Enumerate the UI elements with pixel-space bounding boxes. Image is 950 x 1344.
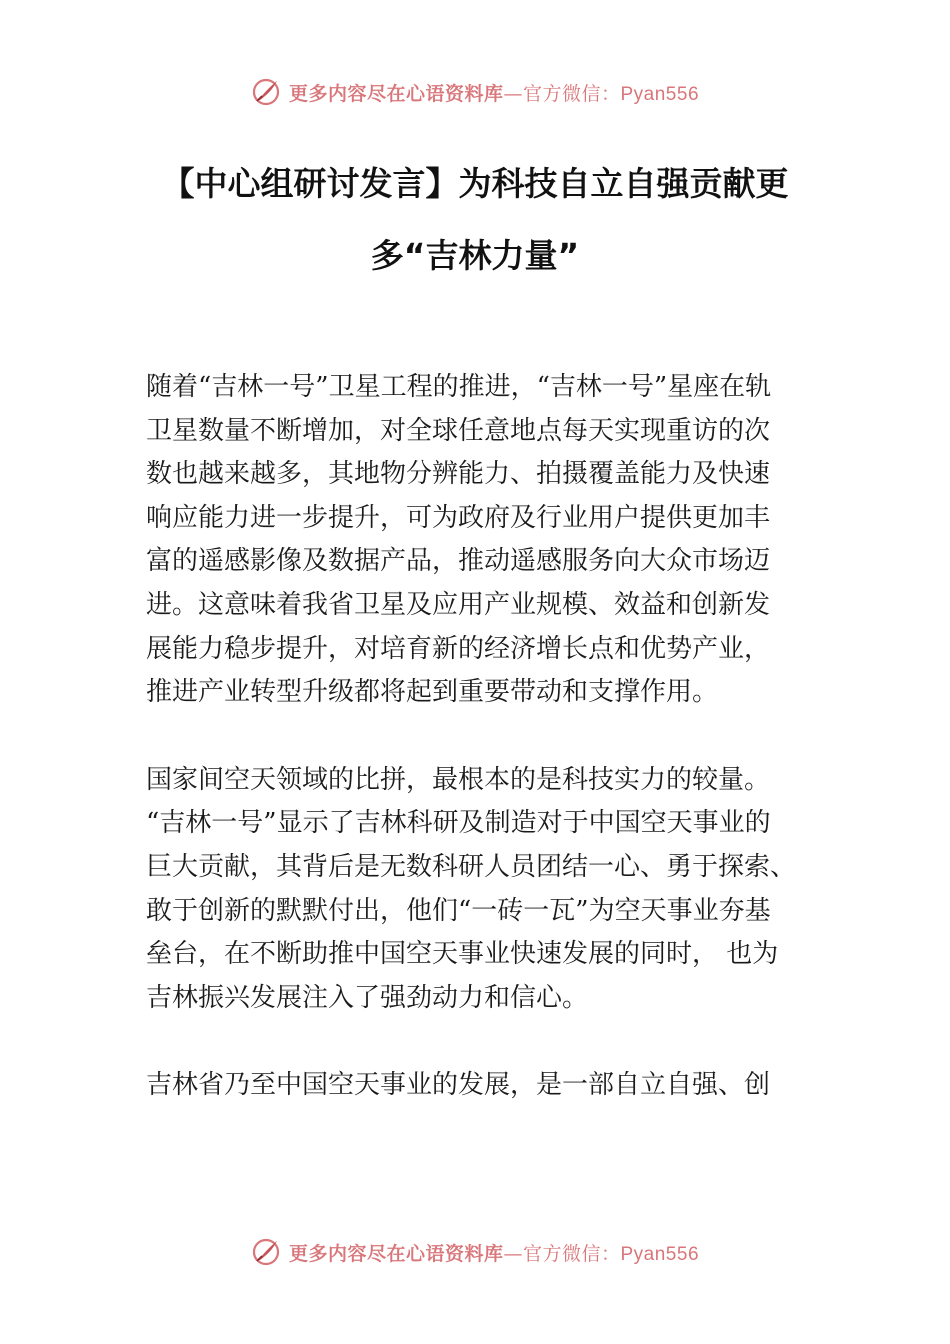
paragraph-1 bbox=[146, 366, 836, 715]
paragraph-2 bbox=[146, 759, 836, 1021]
title-line-2: 多“吉林力量” bbox=[370, 236, 580, 275]
quill-pen-logo-icon bbox=[251, 1237, 281, 1267]
watermark-text bbox=[289, 79, 699, 106]
text-line: 吉林振兴发展注入了强劲动力和信心。 bbox=[146, 982, 589, 1013]
document-title bbox=[100, 148, 850, 292]
document-body bbox=[146, 366, 836, 1152]
text-line: 吉林省乃至中国空天事业的发展，是一部自立自强、创 bbox=[146, 1070, 771, 1101]
watermark-dash: — bbox=[503, 1242, 523, 1265]
header-watermark bbox=[0, 72, 950, 112]
watermark-wechat-id: Pyan556 bbox=[620, 1243, 700, 1265]
watermark-site-name: 更多内容尽在心语资料库 bbox=[288, 82, 504, 105]
quill-pen-logo-icon bbox=[251, 77, 281, 107]
watermark-site-name: 更多内容尽在心语资料库 bbox=[288, 1242, 504, 1265]
title-line-1: 【中心组研讨发言】为科技自立自强贡献更 bbox=[161, 164, 789, 203]
text-line: 随着“吉林一号”卫星工程的推进，“吉林一号”星座在轨 bbox=[146, 372, 772, 402]
watermark-text bbox=[289, 1239, 699, 1266]
watermark-wechat-label: 官方微信： bbox=[522, 82, 621, 105]
watermark-wechat-id: Pyan556 bbox=[620, 83, 700, 105]
footer-watermark bbox=[0, 1232, 950, 1272]
text-line: 响应能力进一步提升，可为政府及行业用户提供更加丰 bbox=[146, 502, 771, 533]
text-line: 垒台，在不断助推中国空天事业快速发展的同时， 也为 bbox=[146, 939, 779, 970]
text-line: 推进产业转型升级都将起到重要带动和支撑作用。 bbox=[146, 677, 719, 708]
text-line: 国家间空天领域的比拼，最根本的是科技实力的较量。 bbox=[146, 764, 771, 795]
text-line: “吉林一号”显示了吉林科研及制造对于中国空天事业的 bbox=[146, 808, 771, 839]
text-line: 富的遥感影像及数据产品，推动遥感服务向大众市场迈 bbox=[146, 546, 771, 577]
watermark-wechat-label: 官方微信： bbox=[522, 1242, 621, 1265]
paragraph-3 bbox=[146, 1064, 836, 1108]
text-line: 数也越来越多，其地物分辨能力、拍摄覆盖能力及快速 bbox=[146, 459, 771, 490]
text-line: 巨大贡献，其背后是无数科研人员团结一心、勇于探索、 bbox=[146, 851, 797, 882]
text-line: 敢于创新的默默付出，他们“一砖一瓦”为空天事业夯基 bbox=[146, 895, 771, 926]
text-line: 卫星数量不断增加，对全球任意地点每天实现重访的次 bbox=[146, 415, 771, 446]
text-line: 进。这意味着我省卫星及应用产业规模、效益和创新发 bbox=[146, 589, 771, 620]
text-line: 展能力稳步提升，对培育新的经济增长点和优势产业， bbox=[146, 633, 771, 664]
watermark-dash: — bbox=[503, 82, 523, 105]
